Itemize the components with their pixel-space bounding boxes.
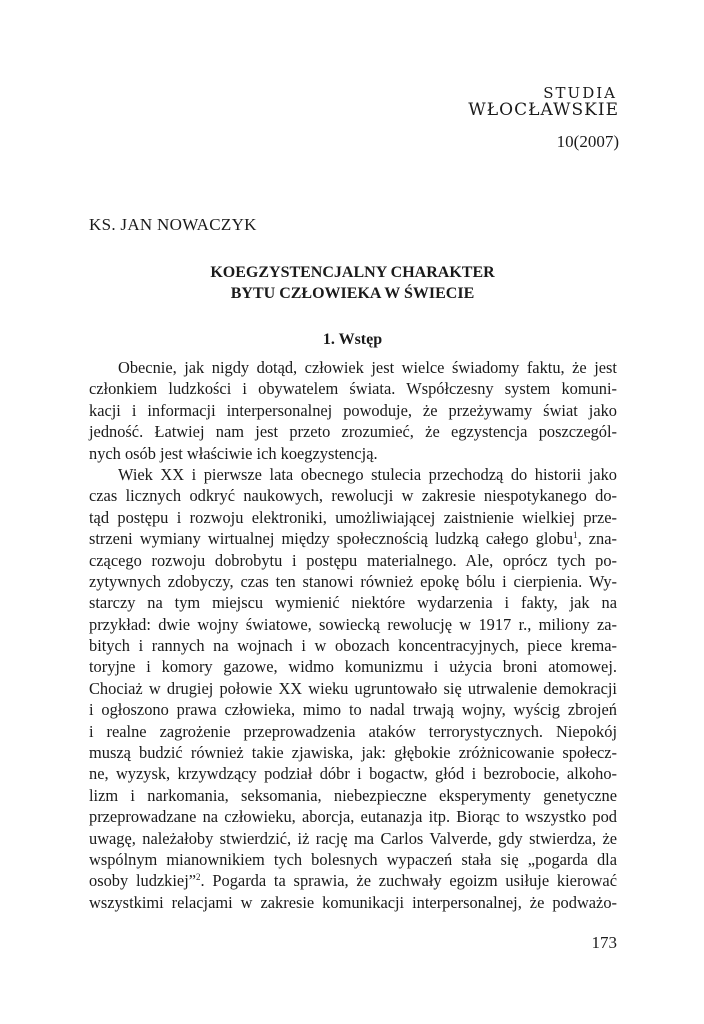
text-line: czas licznych odkryć naukowych, rewolucji w zakresie niespotykanego do- [89,486,617,506]
journal-logo [468,86,619,119]
text-line: muszą budzić również takie zjawiska, jak: głębokie zróżnicowanie społecz- [89,743,617,763]
journal-logo-bottom: WŁOCŁAWSKIE [468,100,619,120]
footnote-ref: 1 [573,530,578,541]
text-line: tąd postępu i rozwoju elektroniki, umożliwiającej zaistnienie wielkiej prze- [89,507,617,527]
title-line: KOEGZYSTENCJALNY CHARAKTER [210,264,495,281]
author-name: KS. JAN NOWACZYK [89,215,257,234]
section-heading: 1. Wstęp [322,331,383,348]
text-line: kacji i informacji interpersonalnej powoduje, że przeżywamy świat jako [89,400,617,420]
text-line: zytywnych zdobyczy, czas ten stanowi również epokę bólu i cierpienia. Wy- [89,571,617,591]
body-text [89,357,617,913]
text-line [89,870,617,891]
text-line: i ogłoszono prawa człowieka, mimo to nadal trwają wojny, wyścig zbrojeń [89,700,617,720]
text-line: czącego rozwoju dobrobytu i postępu materialnego. Ale, oprócz tych po- [89,550,617,570]
article-title [89,262,616,304]
text-segment: osoby ludzkiej” [89,871,197,891]
text-line: członkiem ludzkości i obywatelem świata. Współczesny system komuni- [89,379,617,399]
text-line: przeprowadzane na człowieku, aborcja, eutanazja itp. Biorąc to wszystko pod [89,807,617,827]
title-line: BYTU CZŁOWIEKA W ŚWIECIE [230,285,475,302]
text-line: toryjne i komory gazowe, widmo komunizmu i użycia broni atomowej. [89,657,617,677]
text-line: ne, wyzysk, krzywdzący podział dóbr i bogactw, głód i bezrobocie, alkoho- [89,764,617,784]
text-line: Obecnie, jak nigdy dotąd, człowiek jest wielce świadomy faktu, że jest [118,358,617,377]
text-line: przykład: dwie wojny światowe, sowiecką rewolucję w 1917 r., miliony za- [89,614,617,634]
text-line: bitych i rannych na wojnach i w obozach koncentracyjnych, piece krema- [89,636,617,656]
text-segment: . Pogarda ta sprawia, że zuchwały egoizm usiłuje kierować [200,871,617,891]
journal-logo-top: STUDIA [543,84,617,102]
text-segment: strzeni wymiany wirtualnej między społecznością ludzką całego globu [89,529,574,549]
page-number: 173 [591,933,617,952]
text-line: jedność. Łatwiej nam jest przeto zrozumieć, że egzystencja poszczegól- [89,422,617,442]
text-line: Chociaż w drugiej połowie XX wieku ugruntowało się utrwalenie demokracji [89,678,617,698]
text-line: nych osób jest właściwie ich koegzystencją. [89,443,378,463]
text-line: wspólnym mianownikiem tych bolesnych wypaczeń stała się „pogarda dla [89,849,617,869]
text-line: Wiek XX i pierwsze lata obecnego stulecia przechodzą do historii jako [118,464,617,484]
text-line [89,528,617,549]
issue-number: 10(2007) [556,132,619,151]
text-line: wszystkimi relacjami w zakresie komunikacji interpersonalnej, że podważo- [89,892,617,912]
text-line: starczy na tym miejscu wymienić niektóre wydarzenia i fakty, jak na [89,593,617,613]
footnote-ref: 2 [196,872,201,883]
text-line: i realne zagrożenie przeprowadzenia ataków terrorystycznych. Niepokój [89,721,617,741]
text-segment: , zna- [577,529,617,549]
text-line: lizm i narkomania, seksomania, niebezpieczne eksperymenty genetyczne [89,785,617,805]
text-line: uwagę, należałoby stwierdzić, iż rację ma Carlos Valverde, gdy stwierdza, że [89,828,617,848]
